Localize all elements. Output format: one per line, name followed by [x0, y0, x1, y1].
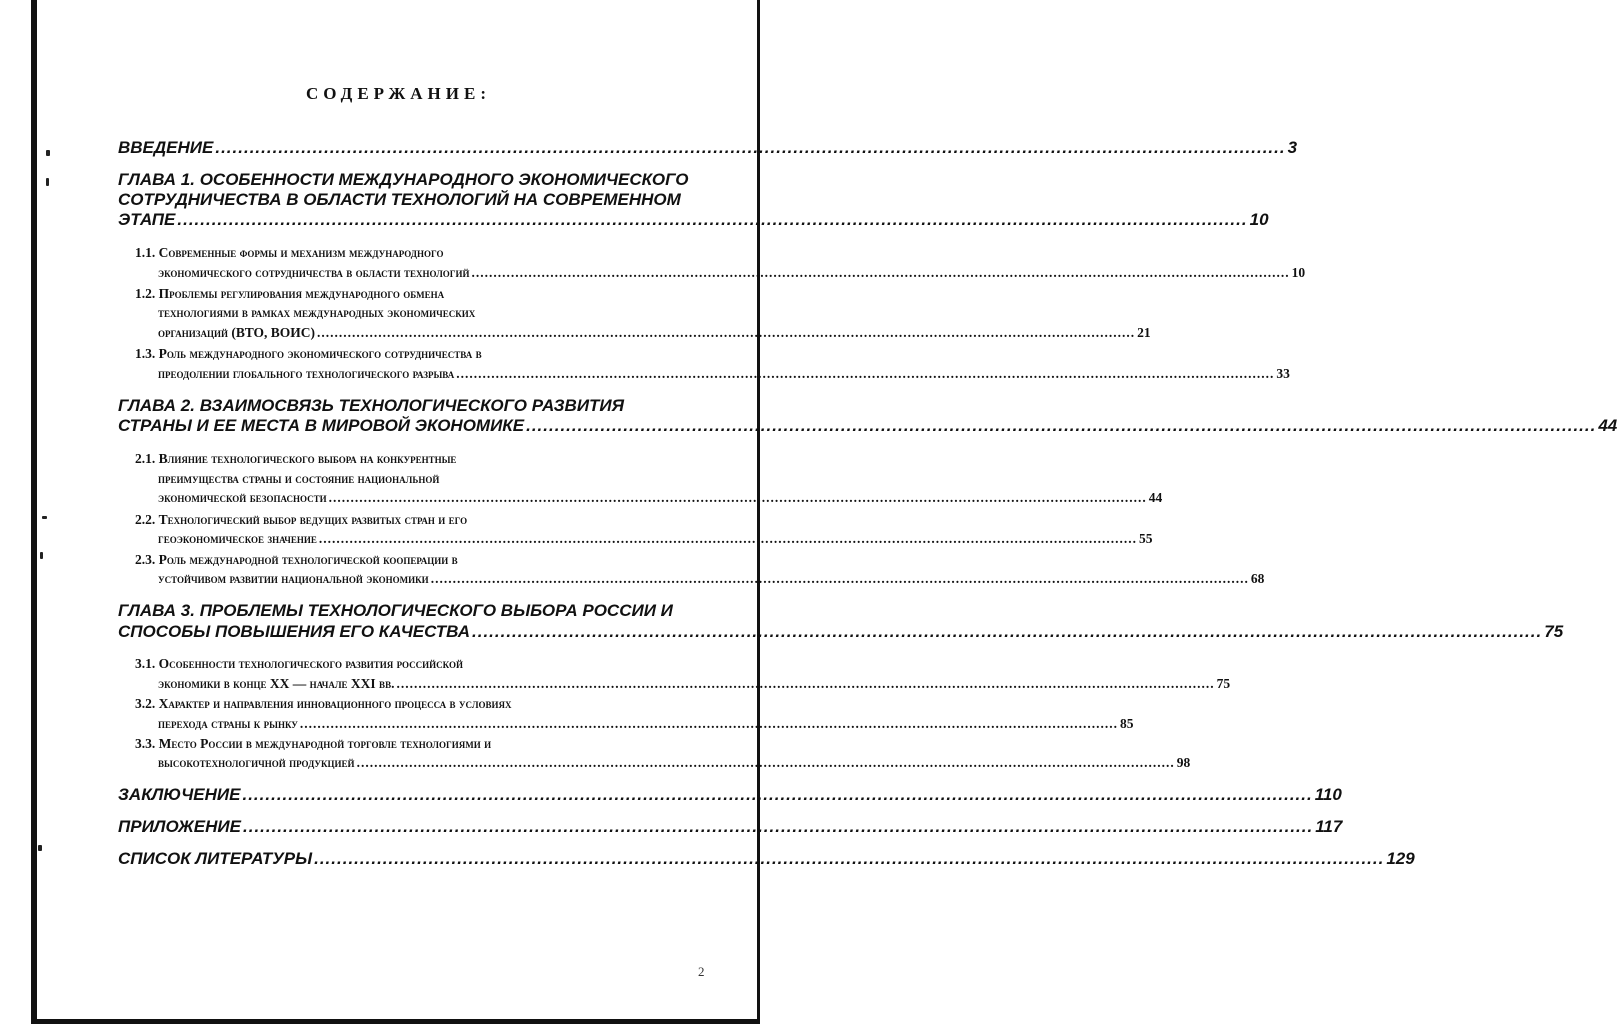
- toc-entry-title: 1.2. Проблемы регулирования международного обмена: [135, 286, 445, 301]
- toc-chapter-1-line-3: [118, 210, 1269, 230]
- dot-leader: ...........................................................................................................................................................................................: [242, 785, 1313, 804]
- toc-entry-appendix: [118, 817, 1343, 837]
- scan-left-border: [31, 0, 37, 1024]
- toc-entry-title: ГЛАВА 3. ПРОБЛЕМЫ ТЕХНОЛОГИЧЕСКОГО ВЫБОРА РОССИИ И: [118, 601, 673, 620]
- toc-entry-bibliography: [118, 849, 1415, 869]
- dot-leader: ...........................................................................................................................................................................................: [456, 366, 1275, 381]
- toc-section-3-1-line-1: [135, 656, 714, 672]
- toc-page-number: 10: [1291, 265, 1306, 280]
- page-number: 2: [698, 964, 705, 979]
- toc-page-number: 117: [1315, 817, 1343, 836]
- toc-section-3-2-line-1: [135, 696, 714, 712]
- toc-entry-title: ГЛАВА 1. ОСОБЕННОСТИ МЕЖДУНАРОДНОГО ЭКОНОМИЧЕСКОГО: [118, 170, 689, 189]
- toc-entry-title: преодолении глобального технологического разрыва: [158, 366, 455, 381]
- toc-entry-title: устойчивом развитии национальной экономики: [158, 571, 429, 586]
- dot-leader: ...........................................................................................................................................................................................: [472, 622, 1543, 641]
- toc-entry-title: экономической безопасности: [158, 490, 327, 505]
- toc-page-number: 68: [1250, 571, 1265, 586]
- toc-page-number: 21: [1137, 325, 1151, 340]
- toc-entry-title: СПИСОК ЛИТЕРАТУРЫ: [118, 849, 313, 868]
- toc-page-number: 75: [1216, 676, 1231, 691]
- toc-section-1-2-line-2: [158, 305, 714, 321]
- toc-page-number: 110: [1314, 785, 1342, 804]
- scan-speck: [40, 552, 43, 559]
- toc-page-number: 75: [1544, 622, 1564, 641]
- scan-bottom-border: [31, 1019, 760, 1024]
- toc-entry-title: 2.3. Роль международной технологической кооперации в: [135, 552, 458, 567]
- toc-section-3-1-line-2: [158, 676, 1231, 692]
- dot-leader: ...........................................................................................................................................................................................: [526, 416, 1597, 435]
- scan-speck: [38, 845, 42, 851]
- toc-section-3-3-line-2: [158, 755, 1191, 771]
- toc-page-number: 10: [1249, 210, 1269, 229]
- toc-page-number: 98: [1176, 755, 1191, 770]
- toc-entry-title: ЭТАПЕ: [118, 210, 176, 229]
- toc-entry-title: СТРАНЫ И ЕЕ МЕСТА В МИРОВОЙ ЭКОНОМИКЕ: [118, 416, 525, 435]
- toc-entry-title: СОТРУДНИЧЕСТВА В ОБЛАСТИ ТЕХНОЛОГИЙ НА СОВРЕМЕННОМ: [118, 190, 681, 209]
- toc-entry-title: 3.1. Особенности технологического развития российской: [135, 656, 463, 671]
- toc-section-2-1-line-1: [135, 451, 714, 467]
- toc-section-2-3-line-1: [135, 552, 714, 568]
- toc-section-1-3-line-2: [158, 366, 1290, 382]
- scan-speck: [46, 178, 49, 186]
- toc-entry-title: ГЛАВА 2. ВЗАИМОСВЯЗЬ ТЕХНОЛОГИЧЕСКОГО РАЗВИТИЯ: [118, 396, 625, 415]
- toc-section-1-1-line-1: [135, 245, 714, 261]
- dot-leader: ...........................................................................................................................................................................................: [430, 571, 1249, 586]
- dot-leader: ...........................................................................................................................................................................................: [215, 138, 1286, 157]
- toc-chapter-1-line-2: [118, 190, 714, 210]
- toc-entry-title: перехода страны к рынку: [158, 716, 298, 731]
- toc-entry-title: экономического сотрудничества в области технологий: [158, 265, 470, 280]
- dot-leader: ...........................................................................................................................................................................................: [299, 716, 1119, 731]
- dot-leader: ...........................................................................................................................................................................................: [396, 676, 1215, 691]
- toc-entry-title: высокотехнологичной продукцией: [158, 755, 355, 770]
- toc-section-1-1-line-2: [158, 265, 1306, 281]
- dot-leader: ...........................................................................................................................................................................................: [177, 210, 1248, 229]
- toc-page-number: 44: [1148, 490, 1163, 505]
- toc-page-number: 85: [1120, 716, 1134, 731]
- toc-entry-title: 2.2. Технологический выбор ведущих развитых стран и его: [135, 512, 468, 527]
- toc-chapter-3-line-2: [118, 622, 1564, 642]
- toc-page-number: 33: [1276, 366, 1290, 381]
- dot-leader: ...........................................................................................................................................................................................: [243, 817, 1314, 836]
- toc-entry-title: 1.3. Роль международного экономического сотрудничества в: [135, 346, 482, 361]
- toc-entry-title: 3.3. Место России в международной торговле технологиями и: [135, 736, 492, 751]
- toc-entry-title: организаций (ВТО, ВОИС): [158, 325, 316, 340]
- dot-leader: ...........................................................................................................................................................................................: [317, 325, 1136, 340]
- toc-page-number: 3: [1287, 138, 1298, 157]
- toc-entry-conclusion: [118, 785, 1342, 805]
- toc-page-number: 55: [1139, 531, 1153, 546]
- toc-section-2-2-line-1: [135, 512, 714, 528]
- dot-leader: ...........................................................................................................................................................................................: [314, 849, 1385, 868]
- dot-leader: ...........................................................................................................................................................................................: [328, 490, 1147, 505]
- toc-chapter-2-line-2: [118, 416, 1617, 436]
- toc-chapter-3-line-1: [118, 601, 714, 621]
- toc-section-1-3-line-1: [135, 346, 714, 362]
- toc-entry-title: технологиями в рамках международных экономических: [158, 305, 476, 320]
- toc-chapter-1-line-1: [118, 170, 714, 190]
- toc-page-number: 44: [1598, 416, 1617, 435]
- toc-entry-introduction: [118, 138, 1298, 158]
- toc-entry-title: 1.1. Современные формы и механизм международного: [135, 245, 444, 260]
- toc-entry-title: СПОСОБЫ ПОВЫШЕНИЯ ЕГО КАЧЕСТВА: [118, 622, 470, 641]
- toc-page-number: 129: [1386, 849, 1415, 868]
- dot-leader: ...........................................................................................................................................................................................: [318, 531, 1138, 546]
- toc-section-1-2-line-1: [135, 286, 714, 302]
- toc-section-2-2-line-2: [158, 531, 1153, 547]
- dot-leader: ...........................................................................................................................................................................................: [356, 755, 1175, 770]
- toc-entry-title: ЗАКЛЮЧЕНИЕ: [118, 785, 241, 804]
- toc-entry-title: ПРИЛОЖЕНИЕ: [118, 817, 241, 836]
- scan-speck: [42, 516, 47, 519]
- toc-entry-title: экономики в конце XX — начале XXI вв.: [158, 676, 395, 691]
- toc-section-3-2-line-2: [158, 716, 1134, 732]
- toc-section-2-1-line-2: [158, 471, 714, 487]
- page-title: СОДЕРЖАНИЕ:: [305, 84, 491, 103]
- toc-section-3-3-line-1: [135, 736, 714, 752]
- toc-section-2-3-line-2: [158, 571, 1265, 587]
- toc-entry-title: ВВЕДЕНИЕ: [118, 138, 214, 157]
- toc-section-2-1-line-3: [158, 490, 1163, 506]
- scan-speck: [46, 150, 50, 156]
- toc-entry-title: преимущества страны и состояние национальной: [158, 471, 440, 486]
- toc-chapter-2-line-1: [118, 396, 714, 416]
- toc-section-1-2-line-3: [158, 325, 1151, 341]
- toc-entry-title: 2.1. Влияние технологического выбора на конкурентные: [135, 451, 457, 466]
- dot-leader: ...........................................................................................................................................................................................: [471, 265, 1290, 280]
- toc-entry-title: 3.2. Характер и направления инновационного процесса в условиях: [135, 696, 512, 711]
- toc-entry-title: геоэкономическое значение: [158, 531, 317, 546]
